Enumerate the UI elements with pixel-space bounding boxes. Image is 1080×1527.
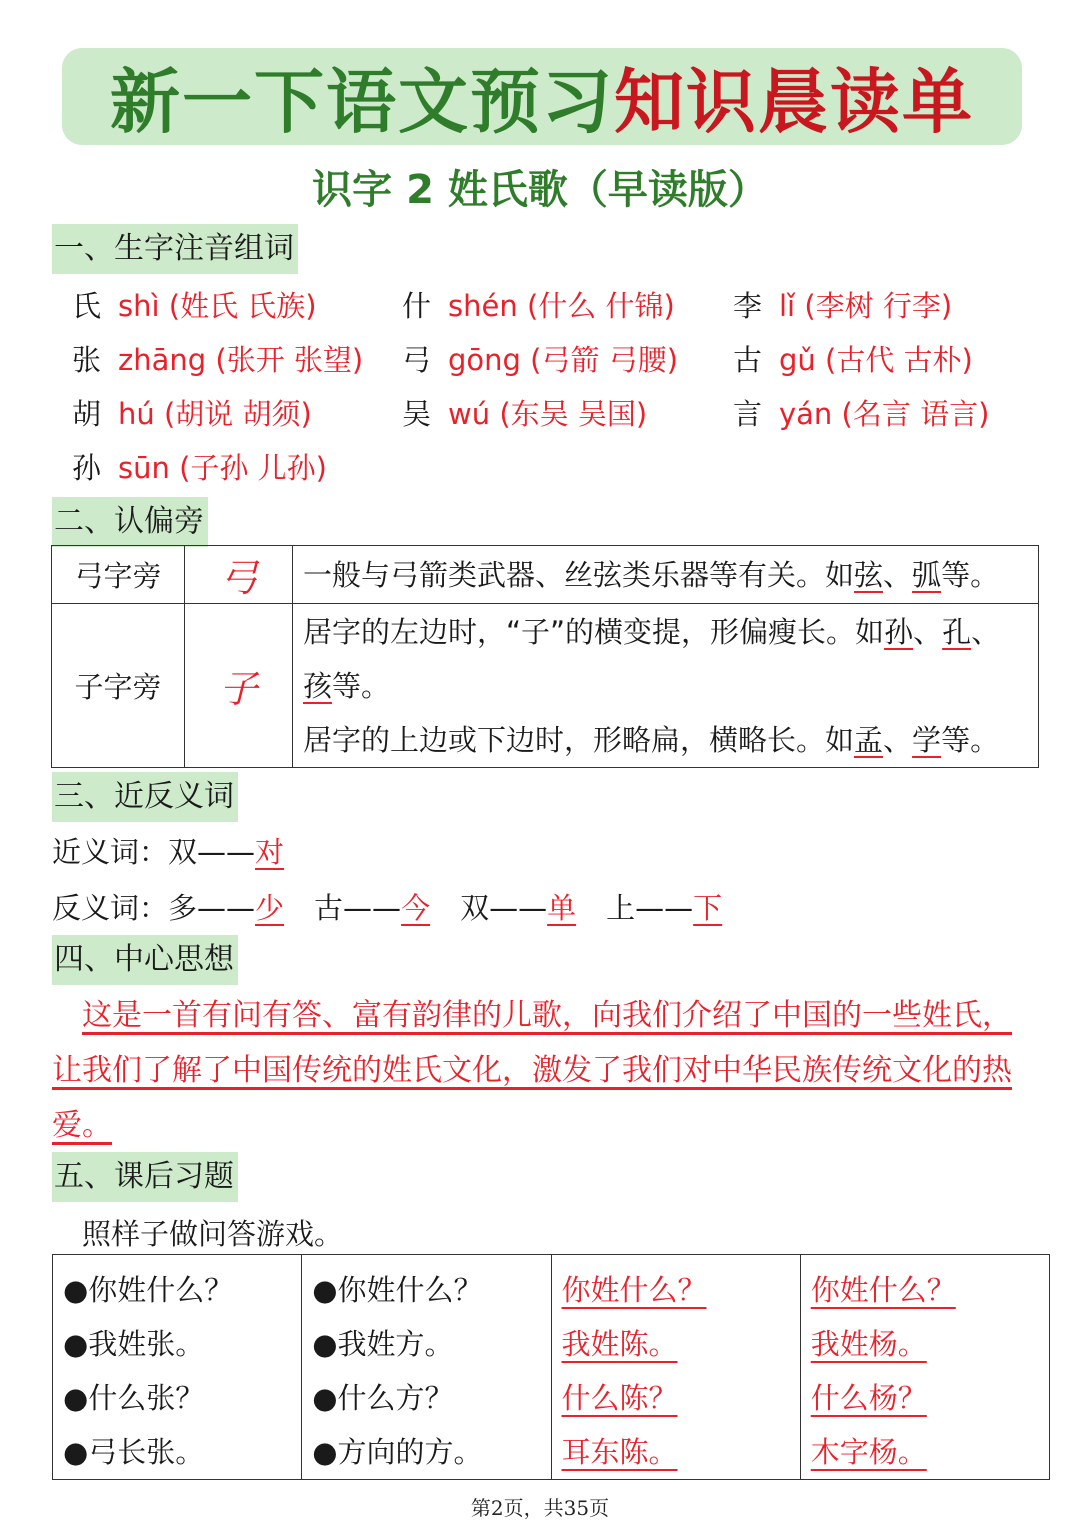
section-heading-5: 五、课后习题 — [52, 1152, 238, 1202]
radical-glyph: 子 — [185, 604, 293, 768]
qa-column: 你姓什么？ 我姓陈。 什么陈？ 耳东陈。 — [551, 1255, 800, 1480]
section-heading-4: 四、中心思想 — [52, 935, 238, 985]
section-heading-2: 二、认偏旁 — [52, 497, 208, 547]
radical-name: 子字旁 — [52, 604, 185, 768]
section-heading-1: 一、生字注音组词 — [52, 224, 298, 274]
vocab-item: 吴 wú (东吴 吴国) — [402, 397, 648, 431]
page-footer: 第2页，共35页 — [470, 1496, 610, 1520]
title-banner — [62, 48, 1022, 145]
page-subtitle: 识字 2 姓氏歌（早读版） — [312, 167, 768, 213]
qa-column: ●你姓什么？ ●我姓方。 ●什么方？ ●方向的方。 — [302, 1255, 551, 1480]
qa-column: 你姓什么？ 我姓杨。 什么杨？ 木字杨。 — [800, 1255, 1049, 1480]
synonym-line: 近义词：双——对 — [52, 835, 285, 869]
vocab-item: 张 zhāng (张开 张望) — [72, 343, 364, 377]
vocab-item: 弓 gōng (弓箭 弓腰) — [402, 343, 679, 377]
qa-column: ●你姓什么？ ●我姓张。 ●什么张？ ●弓长张。 — [53, 1255, 302, 1480]
vocab-item: 古 gǔ (古代 古朴) — [733, 343, 973, 377]
vocab-item: 言 yán (名言 语言) — [733, 397, 990, 431]
title-red: 知识晨读单 — [614, 60, 974, 143]
title-green: 新一下语文预习 — [110, 60, 614, 143]
vocab-item: 胡 hú (胡说 胡须) — [72, 397, 312, 431]
exercise-instruction: 照样子做问答游戏。 — [82, 1217, 344, 1251]
vocab-item: 孙 sūn (子孙 儿孙) — [72, 451, 327, 485]
theme-paragraph: 这是一首有问有答、富有韵律的儿歌，向我们介绍了中国的一些姓氏， 让我们了解了中国传统的姓氏文化，激发了我们对中华民族传统文化的热 爱。 — [52, 998, 1012, 1143]
vocab-item: 李 lǐ (李树 行李) — [733, 289, 953, 323]
radical-table — [51, 545, 1039, 768]
table-row — [53, 1255, 1050, 1480]
radical-glyph: 弓 — [185, 546, 293, 604]
radical-name: 弓字旁 — [52, 546, 185, 604]
table-row — [52, 546, 1039, 604]
antonym-line: 反义词：多——少 古——今 双——单 上——下 — [52, 891, 723, 925]
radical-desc: 居字的左边时，“子”的横变提，形偏瘦长。如孙、孔、 孩等。 居字的上边或下边时，形略扁，横略长。如孟、学等。 — [293, 604, 1039, 768]
section-heading-3: 三、近反义词 — [52, 772, 238, 822]
vocab-item: 氏 shì (姓氏 氏族) — [72, 289, 317, 323]
radical-desc: 一般与弓箭类武器、丝弦类乐器等有关。如弦、弧等。 — [293, 546, 1039, 604]
vocab-item: 什 shén (什么 什锦) — [402, 289, 675, 323]
qa-table — [52, 1254, 1050, 1480]
table-row — [52, 604, 1039, 768]
